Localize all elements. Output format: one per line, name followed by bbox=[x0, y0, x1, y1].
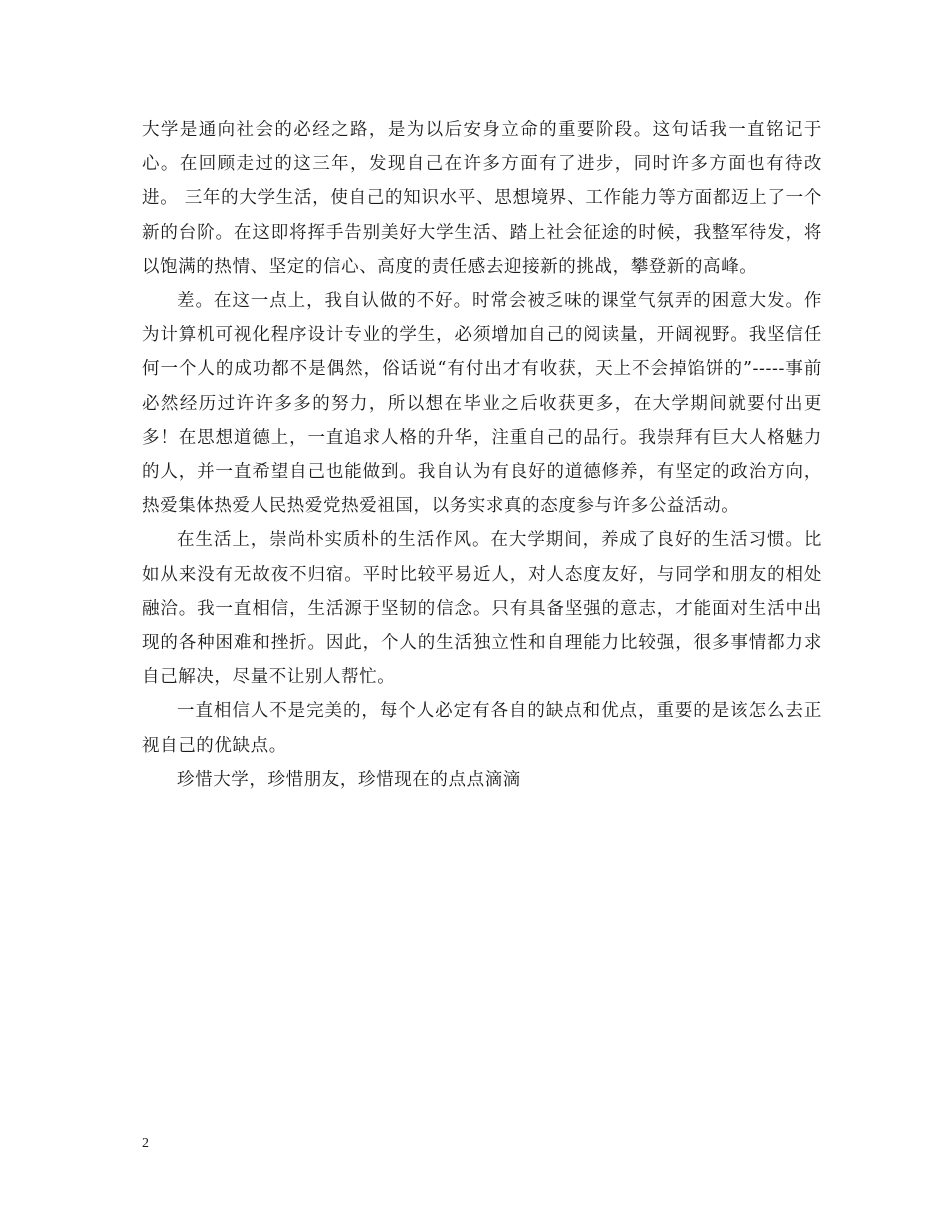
paragraph-intro: 大学是通向社会的必经之路，是为以后安身立命的重要阶段。这句话我一直铭记于心。在回顾走过的这三年，发现自己在许多方面有了进步，同时许多方面也有待改进。 三年的大学生活，使自己的知识水平、思想境界、工作能力等方面都迈上了一个新的台阶。在这即将挥手告别美好大学生活、踏上社会征途的时候，我整军待发，将以饱满的热情、坚定的信心、高度的责任感去迎接新的挑战，攀登新的高峰。 bbox=[142, 120, 822, 277]
paragraph-life: 在生活上，崇尚朴实质朴的生活作风。在大学期间，养成了良好的生活习惯。比如从来没有无故夜不归宿。平时比较平易近人，对人态度友好，与同学和朋友的相处融洽。我一直相信，生活源于坚韧的信念。只有具备坚强的意志，才能面对生活中出现的各种困难和挫折。因此，个人的生活独立性和自理能力比较强，很多事情都力求自己解决，尽量不让别人帮忙。 bbox=[142, 530, 822, 688]
body-text bbox=[142, 113, 822, 797]
paragraph-strengths-weaknesses: 一直相信人不是完美的，每个人必定有各自的缺点和优点，重要的是该怎么去正视自己的优缺点。 bbox=[142, 701, 822, 756]
paragraph-closing: 珍惜大学，珍惜朋友，珍惜现在的点点滴滴 bbox=[177, 769, 521, 790]
page-number: 2 bbox=[142, 1136, 149, 1151]
paragraph-study-morality: 差。在这一点上，我自认做的不好。时常会被乏味的课堂气氛弄的困意大发。作为计算机可视化程序设计专业的学生，必须增加自己的阅读量，开阔视野。我坚信任何一个人的成功都不是偶然，俗话说“有付出才有收获，天上不会掉馅饼的”-----事前必然经历过许许多多的努力，所以想在毕业之后收获更多，在大学期间就要付出更多！在思想道德上，一直追求人格的升华，注重自己的品行。我崇拜有巨大人格魅力的人，并一直希望自己也能做到。我自认为有良好的道德修养，有坚定的政治方向，热爱集体热爱人民热爱党热爱祖国，以务实求真的态度参与许多公益活动。 bbox=[142, 291, 822, 517]
